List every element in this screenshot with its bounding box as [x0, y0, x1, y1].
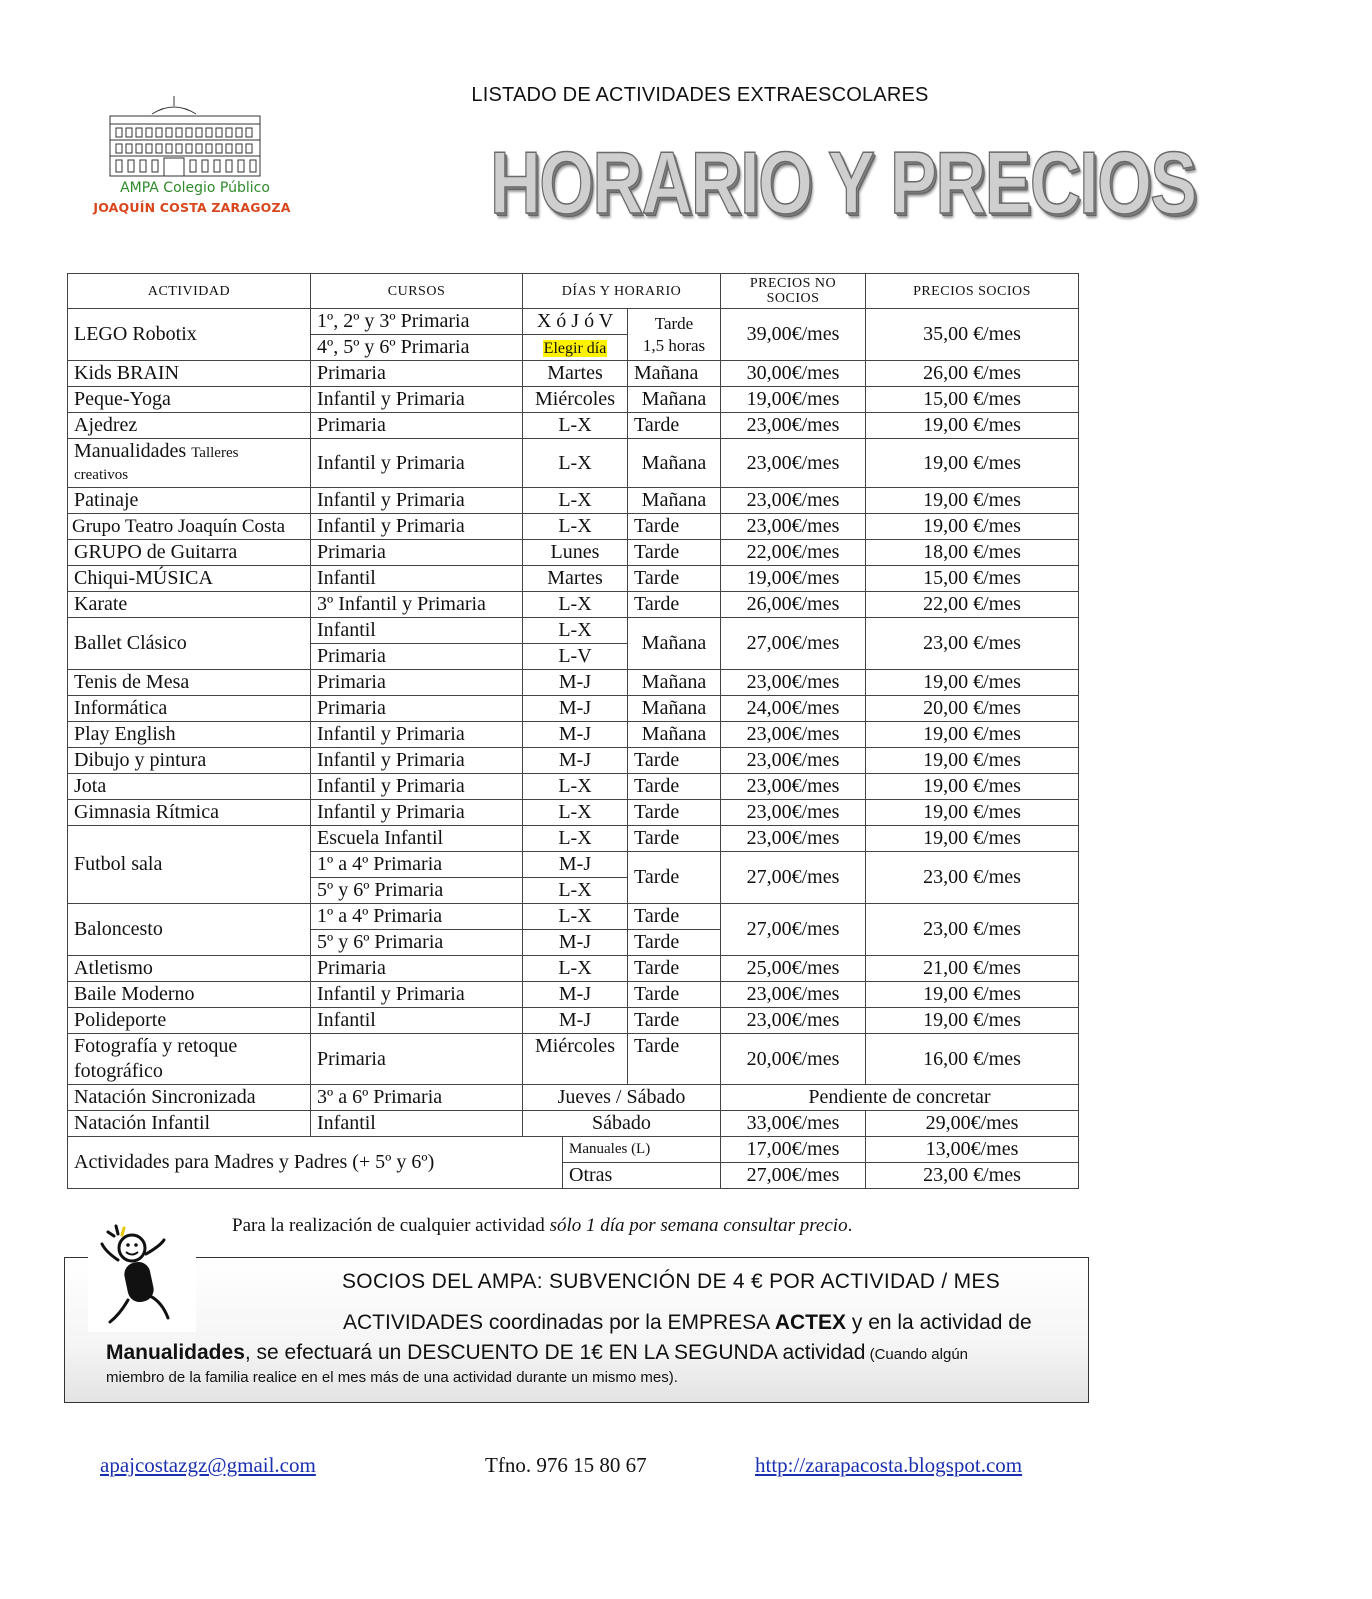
schedule-cell: Mañana [628, 387, 721, 413]
schedule-cell: Tarde [628, 566, 721, 592]
price-non-member: 27,00€/mes [721, 618, 866, 670]
header-dias-horario: DÍAS Y HORARIO [523, 274, 721, 309]
blog-link[interactable]: http://zarapacosta.blogspot.com [755, 1453, 1023, 1477]
table-row [68, 488, 1079, 514]
price-non-member: 23,00€/mes [721, 670, 866, 696]
activity-name: Futbol sala [68, 826, 311, 904]
price-non-member: 27,00€/mes [721, 904, 866, 956]
choose-day-highlight: Elegir día [543, 340, 607, 357]
table-row [68, 387, 1079, 413]
course-cell: Infantil y Primaria [311, 488, 523, 514]
logo-line-2: JOAQUÍN COSTA ZARAGOZA [93, 200, 291, 215]
course-cell: 3º Infantil y Primaria [311, 592, 523, 618]
course-cell: Infantil y Primaria [311, 514, 523, 540]
course-cell: 3º a 6º Primaria [311, 1085, 523, 1111]
price-member: 18,00 €/mes [866, 540, 1079, 566]
activity-name: Ajedrez [68, 413, 311, 439]
schedule-cell: Tarde [628, 540, 721, 566]
price-non-member: 20,00€/mes [721, 1034, 866, 1085]
course-cell: Infantil y Primaria [311, 800, 523, 826]
activity-name: Gimnasia Rítmica [68, 800, 311, 826]
course-cell: Infantil [311, 566, 523, 592]
activity-name: LEGO Robotix [68, 309, 311, 361]
table-row [68, 309, 1079, 335]
course-cell: Primaria [311, 413, 523, 439]
activity-name: Tenis de Mesa [68, 670, 311, 696]
activity-name: Manualidades Talleres creativos [68, 439, 311, 488]
price-member: 19,00 €/mes [866, 670, 1079, 696]
table-row [68, 1034, 1079, 1085]
days-cell: L-V [523, 644, 628, 670]
course-cell: Infantil [311, 618, 523, 644]
price-non-member: 39,00€/mes [721, 309, 866, 361]
days-cell: M-J [523, 748, 628, 774]
price-member: 19,00 €/mes [866, 1008, 1079, 1034]
table-row [68, 618, 1079, 644]
table-row [68, 956, 1079, 982]
type-cell: Otras [563, 1163, 721, 1189]
price-member: 23,00 €/mes [866, 1163, 1079, 1189]
days-cell: M-J [523, 982, 628, 1008]
days-cell: L-X [523, 904, 628, 930]
price-non-member: 23,00€/mes [721, 774, 866, 800]
days-cell: M-J [523, 696, 628, 722]
schedule-cell: Tarde [628, 982, 721, 1008]
price-pending: Pendiente de concretar [721, 1085, 1079, 1111]
days-cell [523, 335, 628, 361]
days-cell: Martes [523, 361, 628, 387]
price-member: 19,00 €/mes [866, 514, 1079, 540]
days-cell: Martes [523, 566, 628, 592]
activity-name: Polideporte [68, 1008, 311, 1034]
table-row [68, 592, 1079, 618]
table-row [68, 670, 1079, 696]
price-non-member: 17,00€/mes [721, 1137, 866, 1163]
schedule-cell: Tarde [628, 413, 721, 439]
days-cell: L-X [523, 439, 628, 488]
note-end: . [847, 1215, 853, 1236]
activity-name: Ballet Clásico [68, 618, 311, 670]
course-cell: 5º y 6º Primaria [311, 930, 523, 956]
course-cell: 1º a 4º Primaria [311, 852, 523, 878]
course-cell: 1º a 4º Primaria [311, 904, 523, 930]
type-cell: Manuales (L) [563, 1137, 721, 1163]
activity-name: Informática [68, 696, 311, 722]
schedule-cell: Mañana [628, 722, 721, 748]
activity-name: Actividades para Madres y Padres (+ 5º y 6º) [68, 1137, 563, 1189]
footer-email[interactable] [100, 1453, 316, 1478]
days-cell: X ó J ó V [523, 309, 628, 335]
days-cell: L-X [523, 488, 628, 514]
header-cursos: CURSOS [311, 274, 523, 309]
table-row [68, 774, 1079, 800]
course-cell: Primaria [311, 956, 523, 982]
header-actividad: ACTIVIDAD [68, 274, 311, 309]
activity-name: Peque-Yoga [68, 387, 311, 413]
header-precios-no-socios: PRECIOS NO SOCIOS [721, 274, 866, 309]
price-member: 19,00 €/mes [866, 413, 1079, 439]
price-non-member: 27,00€/mes [721, 852, 866, 904]
days-cell: Sábado [523, 1111, 721, 1137]
table-row [68, 540, 1079, 566]
price-member: 19,00 €/mes [866, 826, 1079, 852]
schedule-cell: Tarde [628, 904, 721, 930]
box-text: ACTIVIDADES coordinadas por la EMPRESA ACTEX y en la actividad de Manualidades, se efectuará un DESCUENTO DE 1€ EN LA SEGUNDA actividad (Cuando algún [106, 1311, 1032, 1364]
price-member: 21,00 €/mes [866, 956, 1079, 982]
price-member: 13,00€/mes [866, 1137, 1079, 1163]
table-row [68, 800, 1079, 826]
price-non-member: 30,00€/mes [721, 361, 866, 387]
table-row [68, 904, 1079, 930]
course-cell: Primaria [311, 696, 523, 722]
table-row [68, 439, 1079, 488]
days-cell: L-X [523, 514, 628, 540]
note-emphasis: sólo 1 día por semana consultar precio [549, 1215, 848, 1236]
course-cell: 5º y 6º Primaria [311, 878, 523, 904]
course-cell: Infantil y Primaria [311, 722, 523, 748]
price-member: 16,00 €/mes [866, 1034, 1079, 1085]
table-row [68, 982, 1079, 1008]
course-cell: Primaria [311, 361, 523, 387]
footer-phone: Tfno. 976 15 80 67 [485, 1453, 647, 1477]
schedule-cell: Tarde [628, 514, 721, 540]
schedule-cell: Tarde [628, 930, 721, 956]
days-cell: M-J [523, 930, 628, 956]
note-text: Para la realización de cualquier actividad [232, 1215, 550, 1236]
price-member: 20,00 €/mes [866, 696, 1079, 722]
table-row [68, 748, 1079, 774]
activity-name: Baloncesto [68, 904, 311, 956]
course-cell: 1º, 2º y 3º Primaria [311, 309, 523, 335]
table-row [68, 413, 1079, 439]
box-heading: SOCIOS DEL AMPA: SUBVENCIÓN DE 4 € POR ACTIVIDAD / MES [342, 1270, 1001, 1293]
price-non-member: 24,00€/mes [721, 696, 866, 722]
activity-name: Grupo Teatro Joaquín Costa [68, 514, 311, 540]
course-cell: Infantil y Primaria [311, 774, 523, 800]
schedule-cell: Tarde [628, 852, 721, 904]
days-cell: M-J [523, 1008, 628, 1034]
course-cell: Infantil y Primaria [311, 982, 523, 1008]
days-cell: L-X [523, 618, 628, 644]
schedule-cell: Tarde [628, 748, 721, 774]
table-row [68, 566, 1079, 592]
days-cell: Lunes [523, 540, 628, 566]
price-member: 23,00 €/mes [866, 904, 1079, 956]
activity-name: Play English [68, 722, 311, 748]
price-member: 19,00 €/mes [866, 722, 1079, 748]
price-non-member: 23,00€/mes [721, 722, 866, 748]
activity-name: Kids BRAIN [68, 361, 311, 387]
schedule-cell: Tarde [628, 592, 721, 618]
activity-name: Patinaje [68, 488, 311, 514]
schedule-cell: Tarde 1,5 horas [628, 309, 721, 361]
footer-url[interactable] [755, 1453, 1022, 1478]
course-cell: Primaria [311, 1034, 523, 1085]
course-cell: 4º, 5º y 6º Primaria [311, 335, 523, 361]
price-member: 19,00 €/mes [866, 488, 1079, 514]
price-non-member: 26,00€/mes [721, 592, 866, 618]
schedule-cell: Tarde [628, 1008, 721, 1034]
table-row [68, 1085, 1079, 1111]
schedule-cell: Mañana [628, 439, 721, 488]
activity-name: Chiqui-MÚSICA [68, 566, 311, 592]
header-precios-socios: PRECIOS SOCIOS [866, 274, 1079, 309]
activities-table [67, 273, 1078, 1189]
logo-line-1: AMPA Colegio Público [120, 180, 270, 196]
price-member: 23,00 €/mes [866, 618, 1079, 670]
price-member: 19,00 €/mes [866, 774, 1079, 800]
price-member: 26,00 €/mes [866, 361, 1079, 387]
price-non-member: 23,00€/mes [721, 748, 866, 774]
course-cell: Infantil y Primaria [311, 748, 523, 774]
table-row [68, 514, 1079, 540]
days-cell: M-J [523, 670, 628, 696]
table-row [68, 1137, 1079, 1163]
price-non-member: 19,00€/mes [721, 566, 866, 592]
table-header-row [68, 274, 1079, 309]
price-non-member: 23,00€/mes [721, 514, 866, 540]
page-title-text: HORARIO Y PRECIOS [490, 133, 1196, 232]
price-non-member: 23,00€/mes [721, 1008, 866, 1034]
activity-name: Atletismo [68, 956, 311, 982]
price-member: 15,00 €/mes [866, 387, 1079, 413]
course-cell: Infantil y Primaria [311, 439, 523, 488]
table-row [68, 826, 1079, 852]
price-member: 35,00 €/mes [866, 309, 1079, 361]
schedule-cell: Mañana [628, 488, 721, 514]
ampa-logo [92, 92, 292, 222]
price-non-member: 23,00€/mes [721, 413, 866, 439]
table-row [68, 1111, 1079, 1137]
price-member: 15,00 €/mes [866, 566, 1079, 592]
activity-name: Dibujo y pintura [68, 748, 311, 774]
course-cell: Infantil y Primaria [311, 387, 523, 413]
days-cell: L-X [523, 800, 628, 826]
school-building-icon [92, 92, 292, 180]
course-cell: Infantil [311, 1008, 523, 1034]
days-cell: L-X [523, 826, 628, 852]
days-cell: L-X [523, 413, 628, 439]
days-cell: M-J [523, 852, 628, 878]
one-day-note [232, 1215, 952, 1237]
activity-name: Karate [68, 592, 311, 618]
days-cell: L-X [523, 956, 628, 982]
activity-name: Natación Infantil [68, 1111, 311, 1137]
price-non-member: 23,00€/mes [721, 826, 866, 852]
course-cell: Escuela Infantil [311, 826, 523, 852]
price-non-member: 25,00€/mes [721, 956, 866, 982]
price-non-member: 23,00€/mes [721, 800, 866, 826]
price-non-member: 27,00€/mes [721, 1163, 866, 1189]
schedule-cell: Mañana [628, 696, 721, 722]
price-non-member: 23,00€/mes [721, 439, 866, 488]
schedule-cell: Mañana [628, 618, 721, 670]
price-member: 23,00 €/mes [866, 852, 1079, 904]
price-non-member: 22,00€/mes [721, 540, 866, 566]
page-title [490, 128, 1196, 248]
days-cell: L-X [523, 878, 628, 904]
days-cell: L-X [523, 592, 628, 618]
activity-name: Baile Moderno [68, 982, 311, 1008]
days-cell: Miércoles [523, 1034, 628, 1085]
schedule-cell: Mañana [628, 361, 721, 387]
schedule-cell: Tarde [628, 774, 721, 800]
activity-name: Natación Sincronizada [68, 1085, 311, 1111]
activity-name: Jota [68, 774, 311, 800]
course-cell: Primaria [311, 670, 523, 696]
schedule-cell: Tarde [628, 826, 721, 852]
price-member: 19,00 €/mes [866, 800, 1079, 826]
price-member: 22,00 €/mes [866, 592, 1079, 618]
days-cell: Miércoles [523, 387, 628, 413]
table-row [68, 1008, 1079, 1034]
days-cell: M-J [523, 722, 628, 748]
price-non-member: 19,00€/mes [721, 387, 866, 413]
price-non-member: 23,00€/mes [721, 982, 866, 1008]
schedule-cell: Tarde [628, 956, 721, 982]
price-member: 19,00 €/mes [866, 439, 1079, 488]
days-cell: Jueves / Sábado [523, 1085, 721, 1111]
page-subtitle: LISTADO DE ACTIVIDADES EXTRAESCOLARES [471, 84, 929, 106]
course-cell: Primaria [311, 540, 523, 566]
table-row [68, 696, 1079, 722]
course-cell: Infantil [311, 1111, 523, 1137]
price-non-member: 33,00€/mes [721, 1111, 866, 1137]
table-row [68, 361, 1079, 387]
days-cell: L-X [523, 774, 628, 800]
table-row [68, 722, 1079, 748]
price-non-member: 23,00€/mes [721, 488, 866, 514]
email-link[interactable]: apajcostazgz@gmail.com [100, 1453, 316, 1477]
activity-name: GRUPO de Guitarra [68, 540, 311, 566]
schedule-cell: Tarde [628, 1034, 721, 1085]
schedule-cell: Tarde [628, 800, 721, 826]
price-member: 19,00 €/mes [866, 982, 1079, 1008]
box-footnote: miembro de la familia realice en el mes más de una actividad durante un mismo mes). [106, 1369, 678, 1386]
activity-name: Fotografía y retoque fotográfico [68, 1034, 311, 1085]
price-member: 29,00€/mes [866, 1111, 1079, 1137]
price-member: 19,00 €/mes [866, 748, 1079, 774]
course-cell: Primaria [311, 644, 523, 670]
schedule-cell: Mañana [628, 670, 721, 696]
